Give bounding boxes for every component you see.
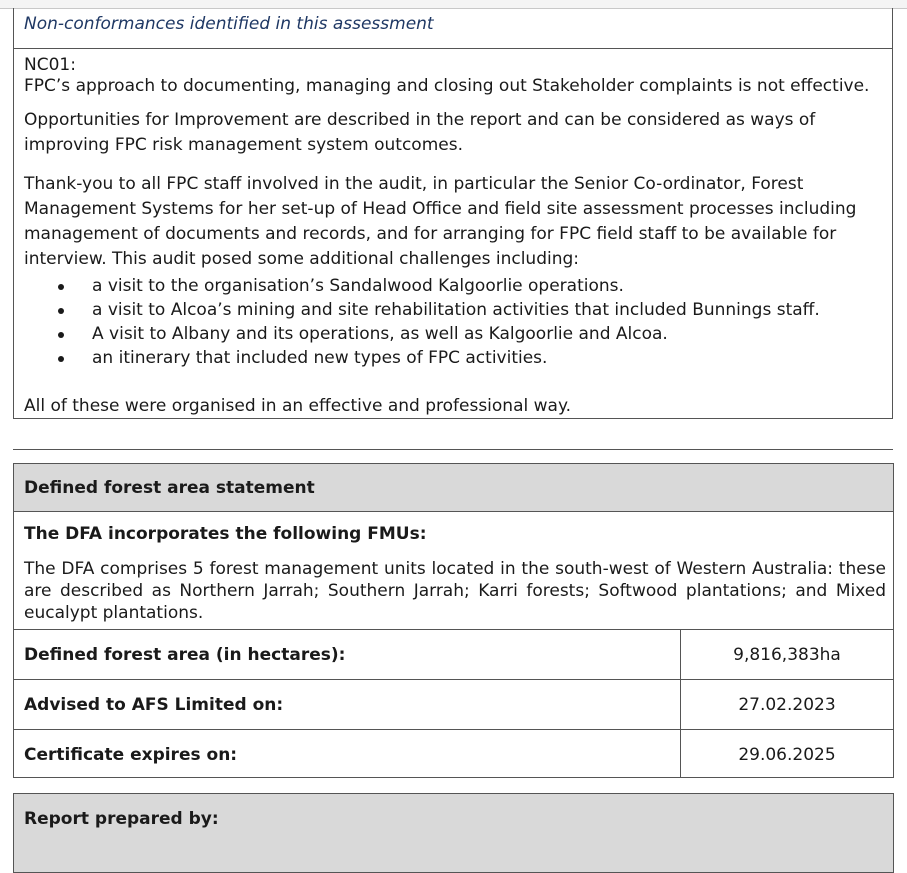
nonconformance-heading: Non-conformances identified in this assessment — [24, 14, 434, 34]
list-item: an itinerary that included new types of FPC activities. — [54, 346, 820, 370]
report-prepared-label: Report prepared by: — [24, 809, 219, 829]
dfa-description-row — [14, 512, 893, 630]
thanks-paragraph: Thank-you to all FPC staff involved in the audit, in particular the Senior Co-ordinator, Forest Management Systems for her set-up of Head Office and field site assessment processes including management of documents and records, and for arranging for FPC field staff to be available for interview. This audit posed some additional challenges including: — [24, 174, 857, 269]
dfa-table-header — [14, 464, 893, 512]
bullet-icon — [58, 332, 64, 338]
expiry-value: 29.06.2025 — [738, 745, 836, 765]
nc-id: NC01: — [24, 55, 76, 75]
dfa-header-label: Defined forest area statement — [24, 478, 315, 498]
table-row — [14, 730, 893, 778]
closing-text: All of these were organised in an effective and professional way. — [24, 396, 571, 416]
dfa-area-value: 9,816,383ha — [733, 645, 841, 665]
challenges-list — [54, 274, 820, 370]
bullet-icon — [58, 284, 64, 290]
list-item: a visit to Alcoa’s mining and site rehabilitation activities that included Bunnings staff. — [54, 298, 820, 322]
nc-text: FPC’s approach to documenting, managing and closing out Stakeholder complaints is not effective. — [24, 76, 870, 96]
bullet-icon — [58, 308, 64, 314]
dfa-subheading: The DFA incorporates the following FMUs: — [24, 524, 427, 544]
list-item: A visit to Albany and its operations, as well as Kalgoorlie and Alcoa. — [54, 322, 820, 346]
ofi-paragraph: Opportunities for Improvement are described in the report and can be considered as ways of improving FPC risk management system outcomes. — [24, 110, 816, 155]
report-prepared-table — [13, 793, 894, 873]
section-divider — [13, 449, 893, 450]
table-row — [14, 630, 893, 680]
dfa-table — [13, 463, 894, 778]
table-row — [14, 680, 893, 730]
list-item: a visit to the organisation’s Sandalwood Kalgoorlie operations. — [54, 274, 820, 298]
advised-label: Advised to AFS Limited on: — [24, 695, 284, 715]
heading-divider — [14, 48, 892, 49]
dfa-description: The DFA comprises 5 forest management units located in the south-west of Western Australia: these are described as Northern Jarrah; Southern Jarrah; Karri forests; Softwood plantations; and Mixed eucalypt plantations. — [24, 559, 886, 623]
dfa-area-label: Defined forest area (in hectares): — [24, 645, 346, 665]
bullet-icon — [58, 356, 64, 362]
advised-value: 27.02.2023 — [738, 695, 836, 715]
nonconformance-box — [13, 8, 893, 419]
expiry-label: Certificate expires on: — [24, 745, 238, 765]
